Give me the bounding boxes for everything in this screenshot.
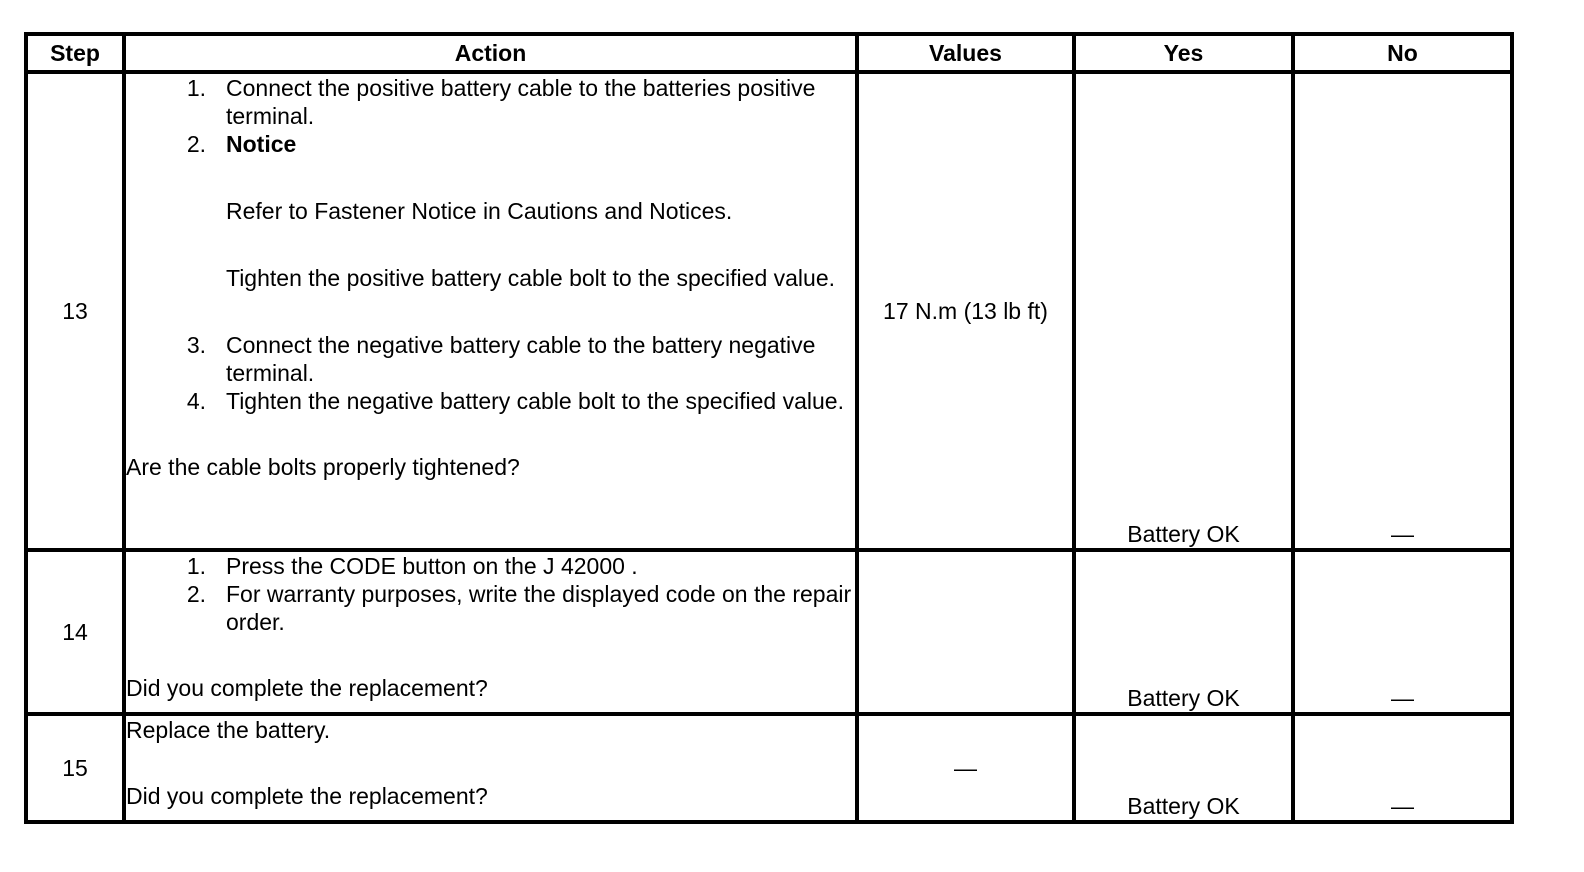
question-text: Did you complete the replacement? [126,783,488,809]
question-text: Are the cable bolts properly tightened? [126,454,520,480]
step-index: 1. [186,553,206,579]
notice-title: Notice [226,131,297,157]
step-index: 1. [186,75,206,101]
table-row-step-13 [26,72,1512,550]
instruction-text: Replace the battery. [126,717,331,743]
action-cell [124,72,857,550]
step-index: 2. [186,131,206,157]
list-item [186,580,855,636]
action-steps [126,552,855,636]
action-steps [126,74,855,415]
header-yes: Yes [1074,34,1293,72]
values-cell: — [857,714,1074,822]
header-values: Values [857,34,1074,72]
header-action: Action [124,34,857,72]
step-text: Press the CODE button on the J 42000 . [226,553,638,579]
list-item [186,130,855,331]
yes-cell: Battery OK [1074,72,1293,550]
list-item [186,74,855,130]
header-step: Step [26,34,124,72]
step-text: Connect the negative battery cable to the battery negative terminal. [226,332,816,386]
step-index: 3. [186,332,206,358]
table-row-step-15 [26,714,1512,822]
step-text: Connect the positive battery cable to the batteries positive terminal. [226,75,816,129]
list-item [186,552,855,580]
no-cell: — [1293,72,1512,550]
values-cell [857,550,1074,714]
list-item [186,331,855,387]
step-number: 15 [26,714,124,822]
no-cell: — [1293,714,1512,822]
header-no: No [1293,34,1512,72]
question-text: Did you complete the replacement? [126,675,488,701]
step-text: For warranty purposes, write the displayed code on the repair order. [226,581,852,635]
no-cell: — [1293,550,1512,714]
yes-cell: Battery OK [1074,714,1293,822]
step-text: Tighten the negative battery cable bolt to the specified value. [226,388,844,414]
list-item [186,387,855,415]
table-row-step-14 [26,550,1512,714]
action-cell [124,550,857,714]
values-cell: 17 N.m (13 lb ft) [857,72,1074,550]
action-cell [124,714,857,822]
diagnostic-table [24,32,1514,824]
notice-text: Refer to Fastener Notice in Cautions and Notices. [226,198,733,224]
step-index: 2. [186,581,206,607]
step-text: Tighten the positive battery cable bolt to the specified value. [226,265,836,291]
step-number: 13 [26,72,124,550]
header-row [26,34,1512,72]
step-number: 14 [26,550,124,714]
yes-cell: Battery OK [1074,550,1293,714]
step-index: 4. [186,388,206,414]
